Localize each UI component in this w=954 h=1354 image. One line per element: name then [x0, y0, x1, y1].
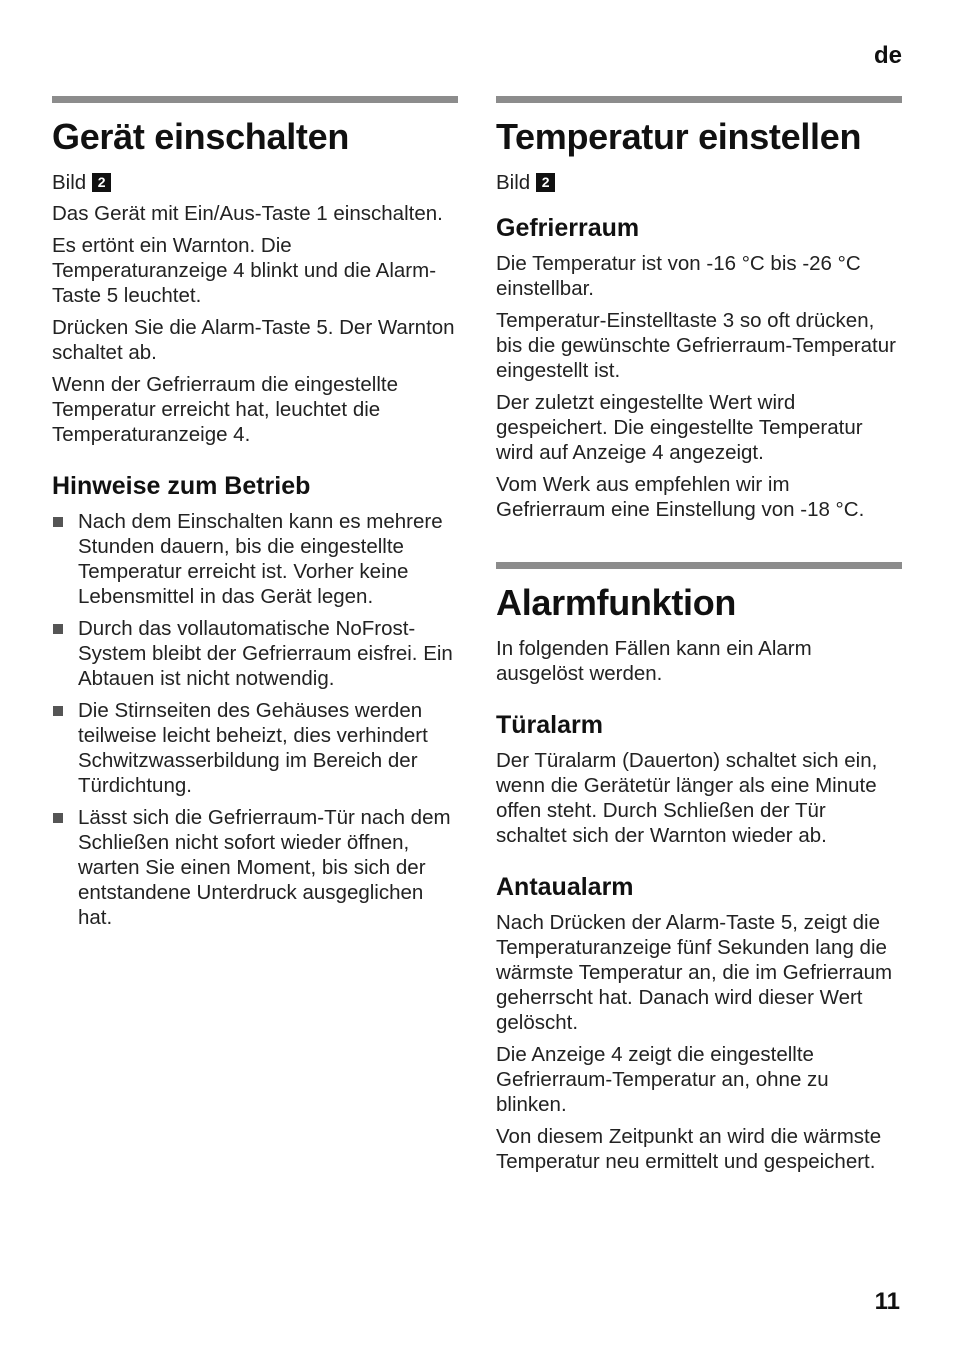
paragraph: Der Türalarm (Dauerton) schaltet sich ein, wenn die Gerätetür länger als eine Minute offen steht. Durch Schließen der Tür schaltet sich der Warnton wieder ab.	[496, 749, 878, 848]
square-bullet-icon	[53, 624, 63, 634]
subheading-antaualarm: Antaualarm	[496, 873, 634, 902]
paragraph: Die Temperatur ist von -16 °C bis -26 °C einstellbar.	[496, 251, 861, 300]
square-bullet-icon	[53, 706, 63, 716]
list-item	[52, 805, 458, 930]
paragraph: Vom Werk aus empfehlen wir im Gefrierraum eine Einstellung von -18 °C.	[496, 472, 865, 521]
paragraph: In folgenden Fällen kann ein Alarm ausgelöst werden.	[496, 637, 812, 686]
hint-list	[52, 509, 458, 930]
figure-reference	[52, 171, 458, 195]
subheading-gefrierraum: Gefrierraum	[496, 213, 640, 242]
paragraph: Die Anzeige 4 zeigt die eingestellte Gefrierraum-Temperatur an, ohne zu blinken.	[496, 1043, 829, 1117]
paragraph: Von diesem Zeitpunkt an wird die wärmste Temperatur neu ermittelt und gespeichert.	[496, 1125, 882, 1174]
section-title-temperatur-einstellen: Temperatur einstellen	[496, 116, 862, 157]
language-indicator: de	[873, 42, 902, 69]
list-item-text: Durch das vollautomatische NoFrost-System bleibt der Gefrierraum eisfrei. Ein Abtauen ist nicht notwendig.	[78, 616, 453, 690]
figure-reference	[496, 171, 902, 195]
list-item	[52, 698, 458, 798]
square-bullet-icon	[53, 813, 63, 823]
list-item-text: Die Stirnseiten des Gehäuses werden teilweise leicht beheizt, dies verhindert Schwitzwasserbildung im Bereich der Türdichtung.	[78, 698, 428, 797]
section-rule	[52, 96, 458, 103]
section-title-alarmfunktion: Alarmfunktion	[496, 581, 737, 623]
subheading-tueralarm: Türalarm	[496, 711, 603, 740]
list-item	[52, 509, 458, 609]
section-title-geraet-einschalten: Gerät einschalten	[52, 116, 350, 157]
list-item	[52, 616, 458, 691]
list-item-text: Lässt sich die Gefrierraum-Tür nach dem Schließen nicht sofort wieder öffnen, warten Sie einen Moment, bis sich der entstandene Unterdruck ausgeglichen hat.	[78, 805, 451, 929]
section-rule	[496, 96, 902, 103]
figure-reference-label: Bild	[52, 170, 87, 194]
left-column	[52, 96, 458, 937]
figure-reference-label: Bild	[496, 170, 531, 194]
figure-number-badge: 2	[536, 173, 555, 192]
paragraph: Wenn der Gefrierraum die eingestellte Temperatur erreicht hat, leuchtet die Temperaturanzeige 4.	[52, 372, 399, 446]
paragraph: Temperatur-Einstelltaste 3 so oft drücken, bis die gewünschte Gefrierraum-Temperatur eingestellt ist.	[496, 308, 896, 382]
paragraph: Das Gerät mit Ein/Aus-Taste 1 einschalten.	[52, 201, 443, 225]
right-column	[496, 96, 902, 1181]
paragraph: Nach Drücken der Alarm-Taste 5, zeigt die Temperaturanzeige fünf Sekunden lang die wärmste Temperatur an, die im Gefrierraum geherrscht hat. Danach wird dieser Wert gelöscht.	[496, 911, 893, 1035]
square-bullet-icon	[53, 517, 63, 527]
paragraph: Es ertönt ein Warnton. Die Temperaturanzeige 4 blinkt und die Alarm-Taste 5 leuchtet.	[52, 233, 437, 307]
page-number: 11	[874, 1288, 900, 1315]
section-rule	[496, 562, 902, 569]
paragraph: Der zuletzt eingestellte Wert wird gespeichert. Die eingestellte Temperatur wird auf Anzeige 4 angezeigt.	[496, 390, 863, 464]
subheading-hinweise: Hinweise zum Betrieb	[52, 471, 311, 500]
list-item-text: Nach dem Einschalten kann es mehrere Stunden dauern, bis die eingestellte Temperatur erreicht ist. Vorher keine Lebensmittel in das Gerät legen.	[78, 509, 443, 608]
figure-number-badge: 2	[92, 173, 111, 192]
paragraph: Drücken Sie die Alarm-Taste 5. Der Warnton schaltet ab.	[52, 315, 455, 364]
